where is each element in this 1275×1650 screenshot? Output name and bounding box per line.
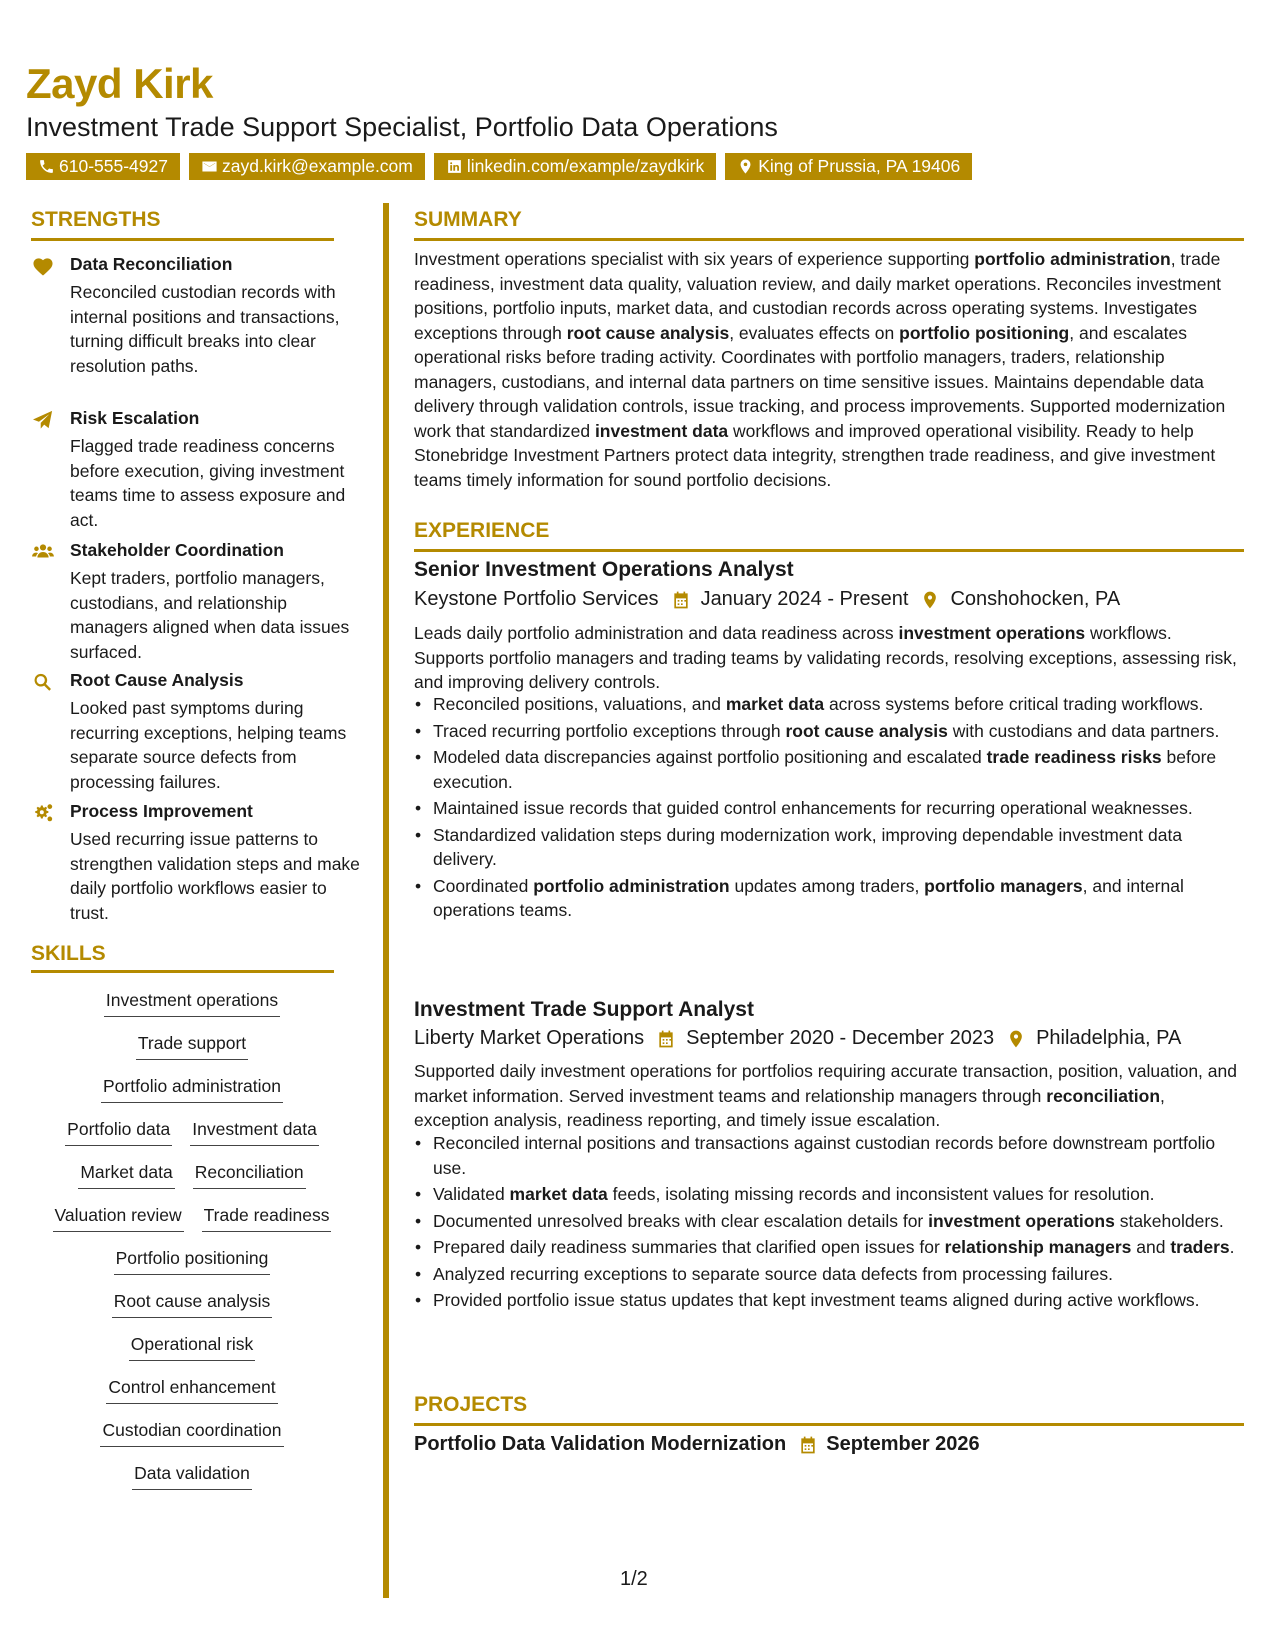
project-date: September 2026 — [826, 1433, 980, 1455]
bullet-emphasis: root cause analysis — [785, 720, 948, 741]
skill-tag: Operational risk — [129, 1334, 256, 1361]
bullet-text: Standardized validation steps during modernization work, improving dependable investment data delivery. — [433, 824, 1183, 869]
bullet-text: feeds, isolating missing records and inconsistent values for resolution. — [607, 1184, 1155, 1204]
contact-phone[interactable] — [26, 153, 180, 180]
paper-plane-icon — [32, 410, 54, 430]
skill-tag: Control enhancement — [106, 1377, 277, 1404]
skill-tag: Data validation — [132, 1463, 252, 1490]
skills-row — [32, 1205, 352, 1232]
email-icon — [201, 158, 218, 175]
bullet-emphasis: portfolio administration — [533, 875, 730, 896]
rich-emphasis: portfolio positioning — [899, 322, 1070, 343]
project-item — [414, 1433, 1244, 1456]
contact-location — [725, 153, 972, 180]
page-number: 1/2 — [620, 1568, 648, 1590]
location-pin-icon — [737, 158, 754, 175]
candidate-title: Investment Trade Support Specialist, Portfolio Data Operations — [26, 112, 778, 142]
experience-rule — [414, 549, 1244, 552]
bullet-text: stakeholders. — [1114, 1210, 1224, 1231]
strengths-heading: STRENGTHS — [31, 208, 161, 231]
contact-linkedin[interactable] — [434, 153, 716, 180]
job-intro — [414, 1059, 1244, 1133]
search-icon — [32, 672, 54, 692]
skills-row — [32, 1420, 352, 1447]
contact-email[interactable] — [189, 153, 425, 180]
projects-rule — [414, 1423, 1244, 1426]
bullet-emphasis: investment operations — [928, 1210, 1115, 1231]
bullet-item — [414, 745, 1244, 794]
strength-description: Flagged trade readiness concerns before execution, giving investment teams time to assess exposure and act. — [70, 436, 346, 530]
bullet-text: Provided portfolio issue status updates that kept investment teams aligned during active workflows. — [433, 1290, 1200, 1310]
bullet-text: updates among traders, — [729, 875, 925, 896]
bullet-item — [414, 1262, 1244, 1287]
users-icon — [32, 542, 54, 562]
bullet-item — [414, 692, 1244, 717]
contact-email-text: zayd.kirk@example.com — [221, 156, 413, 176]
bullet-item — [414, 1209, 1244, 1234]
bullet-item — [414, 1288, 1244, 1313]
skill-tag: Portfolio data — [65, 1119, 172, 1146]
rich-text: , trade readiness, investment data quality, valuation review, and daily market operations. Reconciles investment positions, portfolio inputs, market data, and custodian records across operating systems. Investigates exceptions through — [414, 249, 1222, 343]
job-company: Liberty Market Operations — [414, 1027, 645, 1049]
job-dates: September 2020 - December 2023 — [686, 1027, 995, 1049]
bullet-item — [414, 719, 1244, 744]
linkedin-icon — [446, 158, 463, 175]
skills-rule — [31, 970, 334, 973]
strength-description: Looked past symptoms during recurring exceptions, helping teams separate source defects from processing failures. — [70, 698, 347, 792]
experience-heading: EXPERIENCE — [414, 519, 550, 542]
skills-row — [32, 1463, 352, 1490]
strength-description: Reconciled custodian records with internal positions and transactions, turning difficult breaks into clear resolution paths. — [70, 282, 340, 376]
skill-tag: Root cause analysis — [112, 1291, 273, 1318]
job-dates: January 2024 - Present — [700, 588, 909, 610]
rich-text: Investment operations specialist with six years of experience supporting — [414, 249, 975, 269]
phone-icon — [38, 158, 55, 175]
skill-tag: Portfolio administration — [101, 1076, 283, 1103]
rich-text: workflows and improved operational visibility. Ready to help Stonebridge Investment Partners protect data integrity, strengthen trade readiness, and give investment teams timely information for sound portfolio decisions. — [414, 420, 1216, 490]
strength-description: Kept traders, portfolio managers, custodians, and relationship managers aligned when data issues surfaced. — [70, 568, 350, 662]
job-bullets — [414, 692, 1244, 925]
rich-emphasis: root cause analysis — [566, 322, 730, 343]
bullet-text: and — [1131, 1237, 1171, 1257]
rich-text: , evaluates effects on — [729, 322, 900, 343]
bullet-text: . — [1229, 1237, 1235, 1257]
calendar-icon — [798, 1435, 818, 1455]
location-pin-icon — [920, 590, 940, 610]
bullet-emphasis: relationship managers — [944, 1237, 1132, 1257]
bullet-item — [414, 1182, 1244, 1207]
bullet-text: before execution. — [433, 747, 1217, 792]
job-location: Conshohocken, PA — [950, 588, 1121, 610]
job-location: Philadelphia, PA — [1036, 1027, 1182, 1049]
skill-tag: Valuation review — [53, 1205, 184, 1232]
contact-linkedin-text: linkedin.com/example/zaydkirk — [466, 156, 705, 176]
contact-location-text: King of Prussia, PA 19406 — [758, 156, 961, 176]
skill-tag: Investment operations — [104, 990, 280, 1017]
heart-icon — [32, 256, 54, 276]
contact-phone-text: 610-555-4927 — [59, 156, 168, 176]
bullet-text: Modeled data discrepancies against portfolio positioning and escalated — [433, 747, 987, 767]
bullet-text: Reconciled internal positions and transactions against custodian records before downstream portfolio use. — [433, 1133, 1216, 1178]
rich-emphasis: portfolio administration — [974, 249, 1171, 269]
job-role: Senior Investment Operations Analyst — [414, 558, 794, 581]
calendar-icon — [656, 1029, 676, 1049]
skills-row — [32, 1162, 352, 1189]
bullet-text: , and internal operations teams. — [433, 875, 1184, 920]
bullet-text: Coordinated — [433, 875, 534, 896]
bullet-text: Traced recurring portfolio exceptions through — [433, 720, 786, 741]
bullet-item — [414, 1235, 1244, 1260]
skills-row — [32, 1119, 352, 1146]
summary-text — [414, 247, 1244, 492]
skills-row — [32, 1377, 352, 1404]
bullet-emphasis: portfolio managers — [924, 875, 1083, 896]
calendar-icon — [671, 590, 691, 610]
bullet-text: Documented unresolved breaks with clear escalation details for — [433, 1210, 929, 1231]
bullet-text: Prepared daily readiness summaries that clarified open issues for — [433, 1237, 945, 1257]
gears-icon — [32, 803, 54, 823]
rich-text: , and escalates operational risks before trading activity. Coordinates with portfolio managers, traders, relationship managers, custodians, and internal data partners on time sensitive issues. Maintains dependable data delivery through validation controls, issue tracking, and process improvements. Supported modernization work that standardized — [414, 322, 1226, 441]
candidate-name: Zayd Kirk — [26, 60, 213, 107]
strengths-rule — [31, 238, 334, 241]
bullet-item — [414, 874, 1244, 923]
skill-tag: Custodian coordination — [100, 1420, 283, 1447]
skill-tag: Market data — [78, 1162, 174, 1189]
job-intro — [414, 621, 1244, 695]
skills-row — [32, 1076, 352, 1103]
job-meta — [414, 1027, 1244, 1050]
bullet-item — [414, 1131, 1244, 1180]
column-divider — [383, 203, 389, 1598]
bullet-text: with custodians and data partners. — [947, 720, 1220, 741]
bullet-emphasis: trade readiness risks — [986, 747, 1162, 767]
bullet-text: Reconciled positions, valuations, and — [433, 694, 726, 714]
skills-row — [32, 1248, 352, 1275]
projects-heading: PROJECTS — [414, 1393, 528, 1416]
skills-heading: SKILLS — [31, 942, 106, 965]
strength-title: Process Improvement — [70, 801, 253, 821]
skills-row — [32, 1334, 352, 1361]
skills-row — [32, 990, 352, 1017]
bullet-text: Analyzed recurring exceptions to separate source data defects from processing failures. — [433, 1263, 1113, 1284]
rich-emphasis: reconciliation — [1046, 1085, 1161, 1106]
bullet-item — [414, 796, 1244, 821]
strength-title: Risk Escalation — [70, 408, 200, 428]
job-company: Keystone Portfolio Services — [414, 588, 659, 610]
skill-tag: Investment data — [190, 1119, 319, 1146]
skills-row — [32, 1033, 352, 1060]
rich-text: , exception analysis, readiness reporting, and timely issue escalation. — [414, 1085, 1165, 1130]
location-pin-icon — [1006, 1029, 1026, 1049]
job-role: Investment Trade Support Analyst — [414, 998, 754, 1021]
skills-row — [32, 1291, 352, 1318]
skill-tag: Portfolio positioning — [114, 1248, 271, 1275]
skill-tag: Trade support — [136, 1033, 248, 1060]
skill-tag: Trade readiness — [202, 1205, 332, 1232]
job-meta — [414, 588, 1244, 611]
bullet-emphasis: market data — [509, 1184, 608, 1204]
strength-title: Stakeholder Coordination — [70, 540, 284, 560]
bullet-emphasis: market data — [725, 694, 825, 714]
strength-title: Data Reconciliation — [70, 254, 233, 274]
bullet-text: Validated — [433, 1184, 510, 1204]
contact-bar — [26, 153, 972, 180]
bullet-text: across systems before critical trading workflows. — [824, 694, 1204, 714]
strength-description: Used recurring issue patterns to strengthen validation steps and make daily portfolio workflows easier to trust. — [70, 829, 360, 923]
summary-rule — [414, 238, 1244, 241]
bullet-item — [414, 823, 1244, 872]
rich-emphasis: investment data — [594, 420, 729, 441]
rich-emphasis: investment operations — [898, 623, 1086, 643]
strength-title: Root Cause Analysis — [70, 670, 244, 690]
rich-text: Supported daily investment operations for portfolios requiring accurate transaction, position, valuation, and market information. Served investment teams and relationship managers through — [414, 1061, 1237, 1106]
rich-text: Leads daily portfolio administration and data readiness across — [414, 623, 899, 643]
project-name: Portfolio Data Validation Modernization — [414, 1433, 787, 1455]
summary-heading: SUMMARY — [414, 208, 522, 231]
bullet-emphasis: traders — [1170, 1237, 1230, 1257]
bullet-text: Maintained issue records that guided control enhancements for recurring operational weaknesses. — [433, 798, 1193, 818]
rich-text: workflows. Supports portfolio managers and trading teams by validating records, resolving exceptions, assessing risk, and improving delivery controls. — [414, 623, 1237, 692]
job-bullets — [414, 1131, 1244, 1315]
skill-tag: Reconciliation — [193, 1162, 306, 1189]
